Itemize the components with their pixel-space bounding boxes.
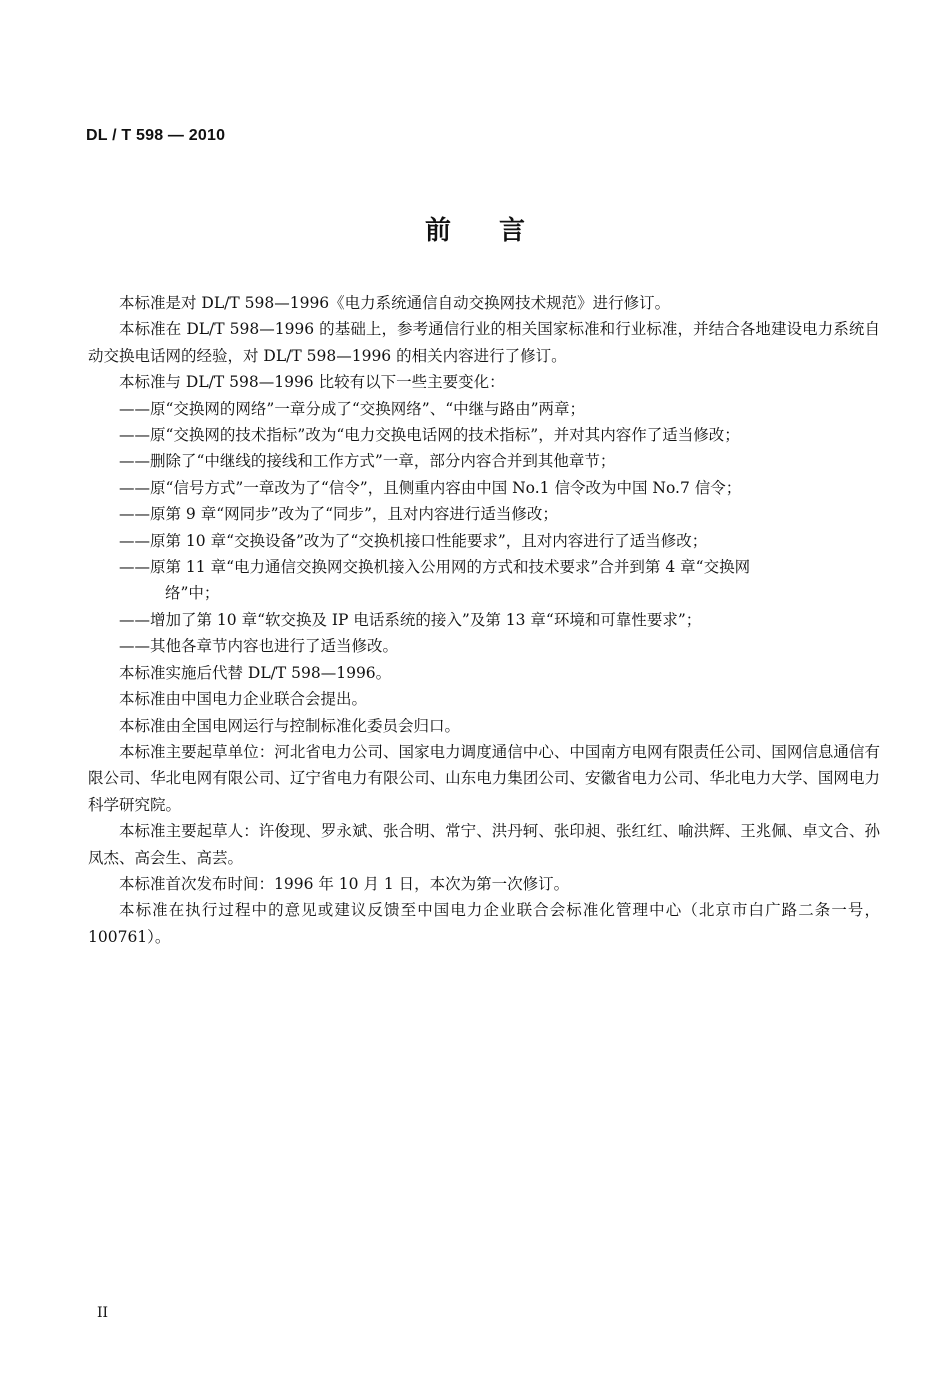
list-item: ——原“信号方式”一章改为了“信令”，且侧重内容由中国 No.1 信令改为中国 No.7 信令； — [119, 478, 742, 497]
paragraph-drafters: 本标准主要起草人：许俊现、罗永斌、张合明、常宁、洪丹轲、张印昶、张红红、喻洪辉、王兆佩、卓文合、孙凤杰、高会生、高芸。 — [88, 822, 880, 867]
page-number: II — [97, 1305, 109, 1321]
paragraph-under-jurisdiction: 本标准由全国电网运行与控制标准化委员会归口。 — [119, 716, 461, 735]
standard-code: DL / T 598 — 2010 — [86, 127, 226, 144]
page-title: 前言 — [424, 216, 573, 246]
paragraph-drafting-units: 本标准主要起草单位：河北省电力公司、国家电力调度通信中心、中国南方电网有限责任公司、国网信息通信有限公司、华北电网有限公司、辽宁省电力有限公司、山东电力集团公司、安徽省电力公司、华北电力大学、国网电力科学研究院。 — [88, 742, 880, 814]
foreword-body — [88, 290, 880, 950]
list-item: ——增加了第 10 章“软交换及 IP 电话系统的接入”及第 13 章“环境和可靠性要求”； — [119, 610, 702, 629]
paragraph-first-release: 本标准首次发布时间：1996 年 10 月 1 日，本次为第一次修订。 — [119, 874, 570, 893]
list-item-text: ——原第 11 章“电力通信交换网交换机接入公用网的方式和技术要求”合并到第 4 章“交换网 — [119, 558, 751, 577]
list-item: ——删除了“中继线的接线和工作方式”一章，部分内容合并到其他章节； — [119, 452, 616, 471]
list-item-continuation: 络”中； — [165, 584, 220, 603]
list-item: ——原第 10 章“交换设备”改为了“交换机接口性能要求”，且对内容进行了适当修改； — [119, 531, 708, 550]
list-item: ——其他各章节内容也进行了适当修改。 — [119, 637, 399, 656]
paragraph-revision-scope: 本标准在 DL/T 598—1996 的基础上，参考通信行业的相关国家标准和行业标准，并结合各地建设电力系统自动交换电话网的经验，对 DL/T 598—1996 的相关内容进行了修订。 — [88, 320, 880, 365]
list-item: ——原第 9 章“网同步”改为了“同步”，且对内容进行适当修改； — [119, 505, 558, 524]
list-item — [88, 554, 880, 607]
paragraph-proposed-by: 本标准由中国电力企业联合会提出。 — [119, 690, 368, 709]
paragraph-changes-intro: 本标准与 DL/T 598—1996 比较有以下一些主要变化： — [119, 373, 505, 392]
paragraph-feedback: 本标准在执行过程中的意见或建议反馈至中国电力企业联合会标准化管理中心（北京市白广路二条一号，100761）。 — [88, 901, 880, 946]
paragraph-revision-basis: 本标准是对 DL/T 598—1996《电力系统通信自动交换网技术规范》进行修订。 — [119, 294, 671, 312]
list-item: ——原“交换网的网络”一章分成了“交换网络”、“中继与路由”两章； — [119, 399, 586, 418]
list-item: ——原“交换网的技术指标”改为“电力交换电话网的技术指标”，并对其内容作了适当修改； — [119, 426, 740, 445]
paragraph-replaces: 本标准实施后代替 DL/T 598—1996。 — [119, 663, 392, 682]
